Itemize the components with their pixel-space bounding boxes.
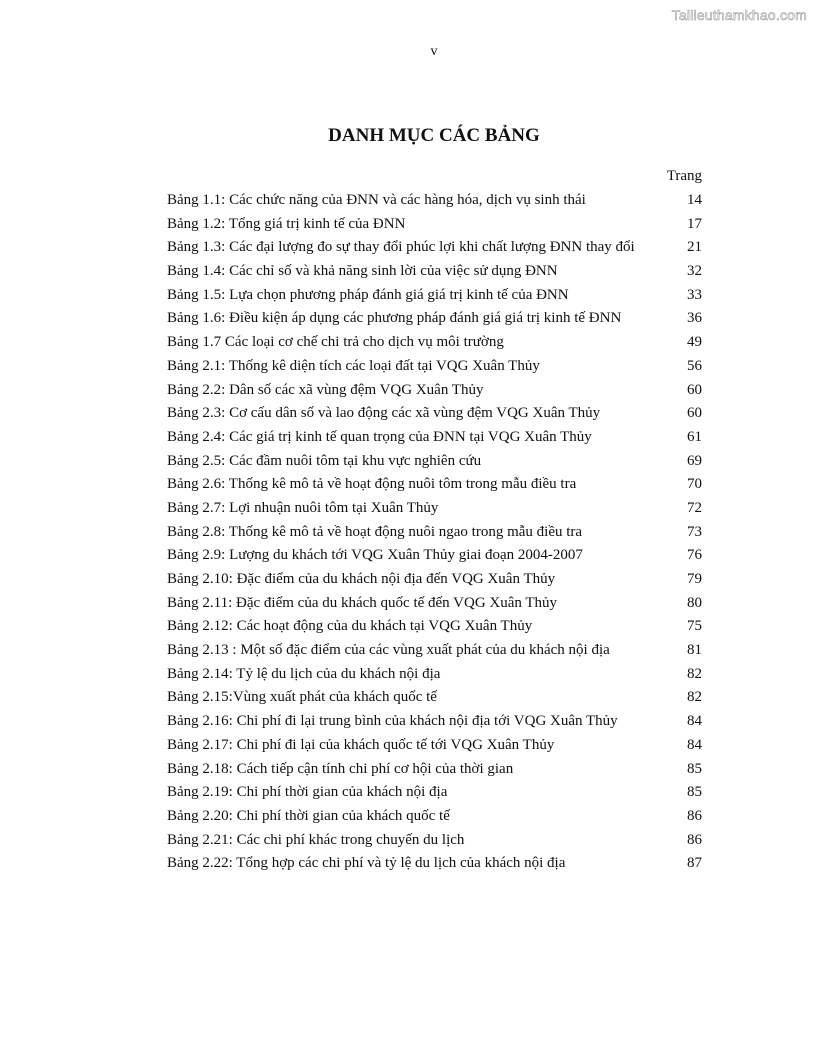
- entry-label: Bảng 2.18: Cách tiếp cận tính chi phí cơ hội của thời gian: [167, 760, 514, 777]
- entry-label: Bảng 2.9: Lượng du khách tới VQG Xuân Thủy giai đoạn 2004-2007: [167, 547, 583, 564]
- entry-label: Bảng 2.12: Các hoạt động của du khách tại VQG Xuân Thủy: [167, 618, 533, 635]
- entry-page-number: 21: [687, 239, 702, 256]
- entry-label: Bảng 2.22: Tổng hợp các chi phí và tỷ lệ du lịch của khách nội địa: [167, 855, 566, 872]
- entry-label: Bảng 2.10: Đặc điểm của du khách nội địa đến VQG Xuân Thủy: [167, 571, 556, 587]
- list-item: [167, 428, 702, 447]
- entry-label: Bảng 1.3: Các đại lượng đo sự thay đổi phúc lợi khi chất lượng ĐNN thay đổi: [167, 239, 635, 256]
- list-item: [167, 404, 702, 423]
- entry-label: Bảng 2.11: Đặc điểm của du khách quốc tế đến VQG Xuân Thủy: [167, 594, 558, 611]
- entry-page-number: 86: [687, 831, 702, 848]
- page-title: DANH MỤC CÁC BẢNG: [328, 125, 540, 146]
- entry-label: Bảng 1.4: Các chỉ số và khả năng sinh lời của việc sử dụng ĐNN: [167, 263, 558, 280]
- list-item: [167, 807, 702, 826]
- entry-page-number: 84: [687, 736, 702, 753]
- entry-label: Bảng 1.1: Các chức năng của ĐNN và các hàng hóa, dịch vụ sinh thái: [167, 192, 586, 208]
- list-item: [167, 475, 702, 494]
- entry-label: Bảng 2.14: Tỷ lệ du lịch của du khách nội địa: [167, 665, 441, 682]
- list-item: [167, 641, 702, 660]
- entry-page-number: 85: [687, 760, 702, 777]
- entry-page-number: 80: [687, 594, 702, 611]
- list-item: [167, 783, 702, 802]
- list-item: [167, 523, 702, 542]
- entry-label: Bảng 2.3: Cơ cấu dân số và lao động các xã vùng đệm VQG Xuân Thủy: [167, 405, 601, 422]
- entry-page-number: 79: [687, 571, 702, 587]
- entry-page-number: 17: [687, 215, 702, 232]
- list-item: [167, 594, 702, 613]
- list-item: [167, 499, 702, 518]
- entry-page-number: 69: [687, 452, 702, 469]
- page-number: v: [430, 44, 438, 59]
- entry-page-number: 33: [687, 286, 702, 303]
- entry-label: Bảng 2.16: Chi phí đi lại trung bình của khách nội địa tới VQG Xuân Thủy: [167, 713, 618, 730]
- list-item: [167, 238, 702, 257]
- entry-label: Bảng 2.15:Vùng xuất phát của khách quốc tế: [167, 689, 437, 706]
- list-item: [167, 452, 702, 471]
- entry-page-number: 61: [687, 428, 702, 445]
- entry-label: Bảng 1.6: Điều kiện áp dụng các phương pháp đánh giá giá trị kinh tế ĐNN: [167, 310, 622, 327]
- entry-page-number: 14: [687, 192, 702, 208]
- list-item: [167, 309, 702, 328]
- entry-page-number: 82: [687, 689, 702, 706]
- entry-page-number: 75: [687, 618, 702, 635]
- list-item: [167, 191, 702, 210]
- entry-label: Bảng 2.19: Chi phí thời gian của khách nội địa: [167, 784, 448, 801]
- entry-page-number: 49: [687, 334, 702, 351]
- list-item: [167, 570, 702, 589]
- entry-label: Bảng 1.2: Tổng giá trị kinh tế của ĐNN: [167, 215, 406, 232]
- list-item: [167, 546, 702, 565]
- list-item: [167, 381, 702, 400]
- entry-page-number: 60: [687, 405, 702, 422]
- entry-page-number: 81: [687, 642, 702, 659]
- list-item: [167, 736, 702, 755]
- entry-label: Bảng 2.4: Các giá trị kinh tế quan trọng của ĐNN tại VQG Xuân Thủy: [167, 428, 592, 445]
- entry-page-number: 85: [687, 784, 702, 801]
- entry-label: Bảng 2.17: Chi phí đi lại của khách quốc tế tới VQG Xuân Thủy: [167, 736, 555, 753]
- entry-label: Bảng 2.1: Thống kê diện tích các loại đất tại VQG Xuân Thủy: [167, 357, 540, 374]
- entry-label: Bảng 2.8: Thống kê mô tả về hoạt động nuôi ngao trong mẫu điều tra: [167, 523, 583, 540]
- watermark: Tailieuthamkhao.com: [671, 7, 807, 23]
- entry-page-number: 73: [687, 523, 702, 540]
- entry-label: Bảng 2.5: Các đầm nuôi tôm tại khu vực nghiên cứu: [167, 452, 482, 469]
- entry-label: Bảng 1.5: Lựa chọn phương pháp đánh giá giá trị kinh tế của ĐNN: [167, 286, 569, 303]
- entry-page-number: 60: [687, 381, 702, 398]
- list-item: [167, 357, 702, 376]
- entry-label: Bảng 2.2: Dân số các xã vùng đệm VQG Xuân Thủy: [167, 381, 484, 398]
- list-item: [167, 333, 702, 352]
- list-item: [167, 831, 702, 850]
- entry-page-number: 36: [687, 310, 702, 327]
- entry-label: Bảng 2.20: Chi phí thời gian của khách quốc tế: [167, 807, 450, 824]
- entry-label: Bảng 2.7: Lợi nhuận nuôi tôm tại Xuân Thủy: [167, 499, 439, 516]
- table-list: [167, 191, 702, 878]
- list-item: [167, 760, 702, 779]
- entry-label: Bảng 2.6: Thống kê mô tả về hoạt động nuôi tôm trong mẫu điều tra: [167, 476, 577, 493]
- entry-label: Bảng 2.13 : Một số đặc điểm của các vùng xuất phát của du khách nội địa: [167, 642, 610, 659]
- entry-page-number: 32: [687, 263, 702, 280]
- entry-page-number: 72: [687, 499, 702, 516]
- entry-page-number: 84: [687, 713, 702, 730]
- list-item: [167, 688, 702, 707]
- entry-page-number: 82: [687, 665, 702, 682]
- entry-label: Bảng 1.7 Các loại cơ chế chi trả cho dịch vụ môi trường: [167, 334, 504, 351]
- entry-page-number: 76: [687, 547, 702, 564]
- entry-page-number: 70: [687, 476, 702, 493]
- list-item: [167, 617, 702, 636]
- list-item: [167, 215, 702, 234]
- list-item: [167, 286, 702, 305]
- list-item: [167, 262, 702, 281]
- list-item: [167, 854, 702, 873]
- list-item: [167, 665, 702, 684]
- entry-page-number: 86: [687, 807, 702, 824]
- entry-page-number: 56: [687, 357, 702, 374]
- page-column-header: Trang: [666, 168, 702, 184]
- entry-label: Bảng 2.21: Các chi phí khác trong chuyến du lịch: [167, 831, 465, 848]
- list-item: [167, 712, 702, 731]
- entry-page-number: 87: [687, 855, 702, 872]
